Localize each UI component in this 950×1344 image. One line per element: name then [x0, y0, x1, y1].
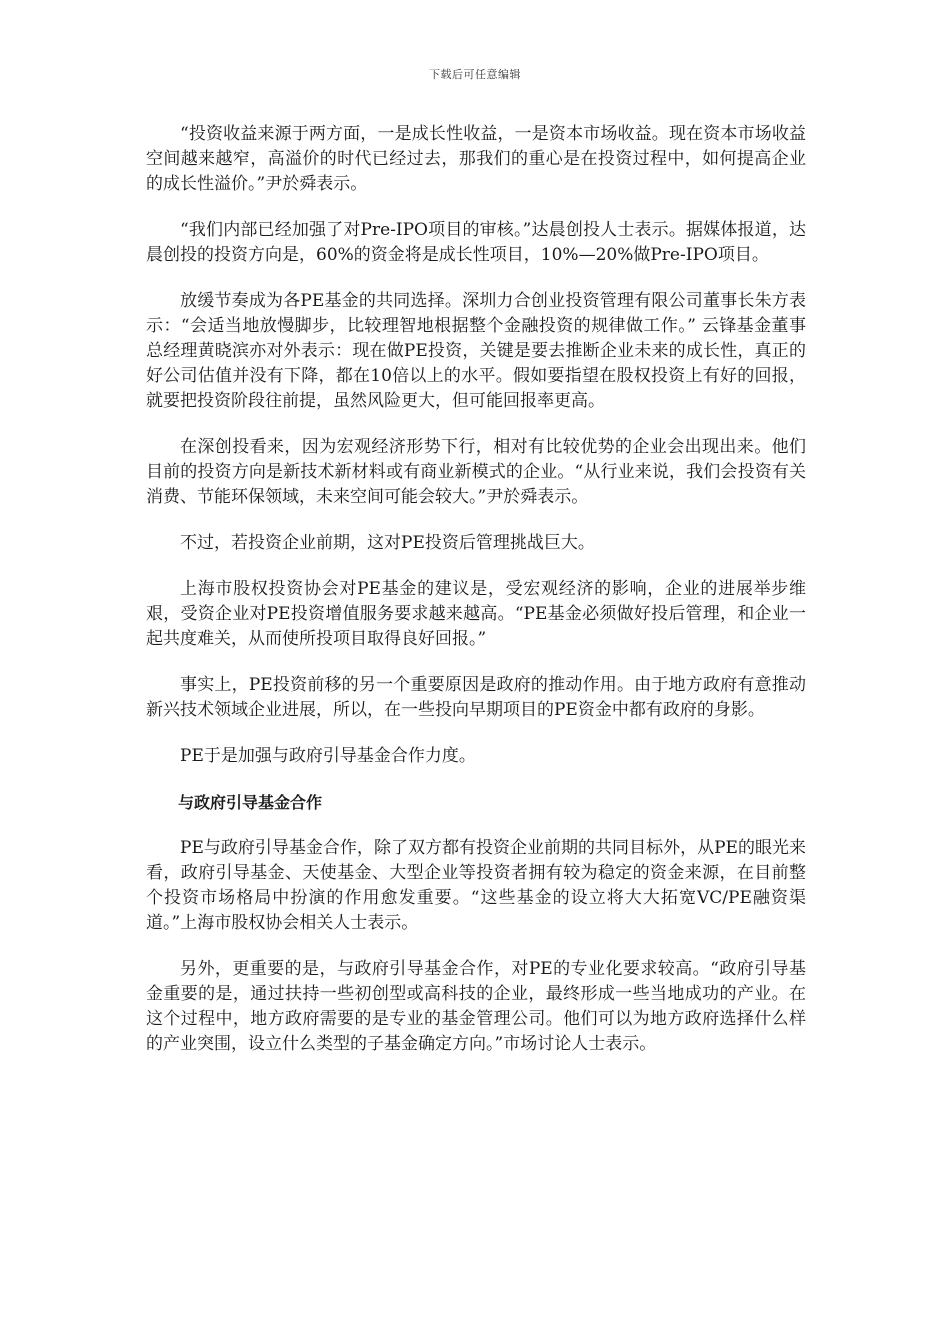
paragraph-shanghai-association: 上海市股权投资协会对PE基金的建议是，受宏观经济的影响，企业的进展举步维艰，受资企业对PE投资增值服务要求越来越高。“PE基金必须做好投后管理，和企业一起共度难关，从而使所投项目取得良好回报。” — [146, 579, 806, 649]
document-body — [146, 122, 806, 1078]
paragraph-investment-returns: “投资收益来源于两方面，一是成长性收益，一是资本市场收益。现在资本市场收益空间越来越窄，高溢价的时代已经过去，那我们的重心是在投资过程中，如何提高企业的成长性溢价。”尹於舜表示。 — [146, 124, 806, 194]
section-heading: 与政府引导基金合作 — [178, 793, 323, 812]
paragraph-specialization-requirement: 另外，更重要的是，与政府引导基金合作，对PE的专业化要求较高。“政府引导基金重要的是，通过扶持一些初创型或高科技的企业，最终形成一些当地成功的产业。在这个过程中，地方政府需要的是专业的基金管理公司。他们可以为地方政府选择什么样的产业突围，设立什么类型的子基金确定方向。”市场讨论人士表示。 — [146, 959, 806, 1054]
paragraph-slow-pace: 放缓节奏成为各PE基金的共同选择。深圳力合创业投资管理有限公司董事长朱方表示：“会适当地放慢脚步，比较理智地根据整个金融投资的规律做工作。” 云锋基金董事总经理黄晓滨亦对外表示：现在做PE投资，关键是要去推断企业未来的成长性，真正的好公司估值并没有下降，都在10倍以上的水平。假如要指望在股权投资上有好的回报，就要把投资阶段往前提，虽然风险更大，但可能回报率更高。 — [146, 291, 806, 411]
paragraph-government-role: 事实上，PE投资前移的另一个重要原因是政府的推动作用。由于地方政府有意推动新兴技术领域企业进展，所以，在一些投向早期项目的PE资金中都有政府的身影。 — [146, 675, 806, 720]
paragraph-post-investment-challenge: 不过，若投资企业前期，这对PE投资后管理挑战巨大。 — [180, 533, 595, 553]
paragraph-cooperation-intensity: PE于是加强与政府引导基金合作力度。 — [180, 746, 476, 766]
page-header: 下载后可任意编辑 — [429, 68, 521, 81]
paragraph-pre-ipo-review: “我们内部已经加强了对Pre-IPO项目的审核。”达晨创投人士表示。据媒体报道，达晨创投的投资方向是，60%的资金将是成长性项目，10%—20%做Pre-IPO项目。 — [146, 220, 806, 265]
paragraph-guide-fund-cooperation: PE与政府引导基金合作，除了双方都有投资企业前期的共同目标外，从PE的眼光来看，政府引导基金、天使基金、大型企业等投资者拥有较为稳定的资金来源，在目前整个投资市场格局中扮演的作用愈发重要。“这些基金的设立将大大拓宽VC/PE融资渠道。”上海市股权协会相关人士表示。 — [146, 838, 806, 933]
paragraph-shenzhen-view: 在深创投看来，因为宏观经济形势下行，相对有比较优势的企业会出现出来。他们目前的投资方向是新技术新材料或有商业新模式的企业。“从行业来说，我们会投资有关消费、节能环保领域，未来空间可能会较大。”尹於舜表示。 — [146, 437, 806, 507]
